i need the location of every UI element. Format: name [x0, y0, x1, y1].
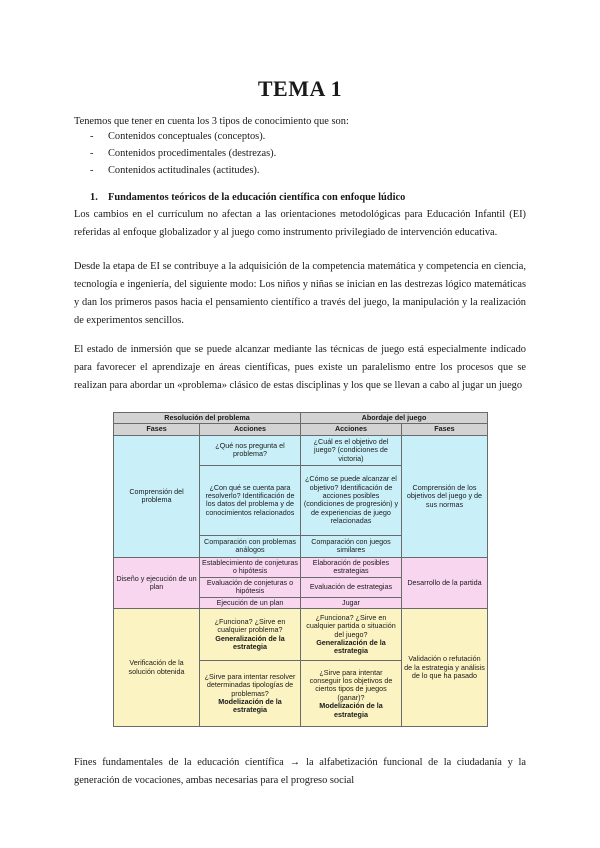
cell-question: ¿Sirve para intentar conseguir los objetivos de ciertos tipos de juegos (ganar)?	[309, 667, 393, 702]
cell-strategy: Generalización de la estrategia	[316, 637, 386, 656]
phase-comprension-objetivos: Comprensión de los objetivos del juego y de sus normas	[401, 435, 487, 557]
phase-comprension-problema: Comprensión del problema	[114, 435, 200, 557]
col-fases-left: Fases	[114, 424, 200, 435]
cell-question: ¿Funciona? ¿Sirve en cualquier problema?	[214, 616, 286, 635]
fines-left: Fines fundamentales de la educación científica	[74, 757, 284, 768]
table-cell: Jugar	[300, 597, 401, 608]
section-heading	[90, 192, 405, 203]
phase-validacion: Validación o refutación de la estrategia y análisis de lo que ha pasado	[401, 609, 487, 727]
cell-strategy: Generalización de la estrategia	[215, 633, 285, 652]
table-cell	[300, 661, 401, 727]
table-cell: Evaluación de estrategias	[300, 577, 401, 597]
paragraph-inmersion: El estado de inmersión que se puede alcanzar mediante las técnicas de juego está especialmente indicado para favorecer el aprendizaje en áreas científicas, pues existe un paralelismo entre los procesos que se realizan para abordar un «problema» clásico de estas disciplinas y los que se llevan a cabo al jugar un juego	[74, 344, 526, 391]
cell-strategy: Modelización de la estrategia	[218, 696, 282, 715]
table-cell: ¿Con qué se cuenta para resolverlo? Identificación de los datos del problema y de conocimientos relacionados	[200, 465, 301, 535]
table-cell: Establecimiento de conjeturas o hipótesis	[200, 557, 301, 577]
list-item: - Contenidos conceptuales (conceptos).	[90, 128, 276, 145]
table-cell: Elaboración de posibles estrategias	[300, 557, 401, 577]
table-cell: Evaluación de conjeturas o hipótesis	[200, 577, 301, 597]
knowledge-types-list	[90, 128, 276, 179]
cell-strategy: Modelización de la estrategia	[319, 701, 383, 719]
table-cell: ¿Cómo se puede alcanzar el objetivo? Identificación de acciones posibles (condiciones de progresión) y de experiencias de juego relacionadas	[300, 465, 401, 535]
table-cell	[200, 661, 301, 727]
list-item: - Contenidos procedimentales (destrezas).	[90, 145, 276, 162]
header-abordaje: Abordaje del juego	[300, 413, 487, 424]
table-cell: ¿Cuál es el objetivo del juego? (condiciones de victoria)	[300, 435, 401, 465]
table-cell: Comparación con problemas análogos	[200, 535, 301, 557]
right-arrow-icon: →	[289, 757, 301, 768]
cell-question: ¿Sirve para intentar resolver determinadas tipologías de problemas?	[204, 671, 296, 698]
phase-diseno-plan: Diseño y ejecución de un plan	[114, 557, 200, 608]
header-resolucion: Resolución del problema	[114, 413, 301, 424]
table-cell: ¿Qué nos pregunta el problema?	[200, 435, 301, 465]
paragraph-curriculum: Los cambios en el currículum no afectan a las orientaciones metodológicas para Educación Infantil (EI) referidas al enfoque globalizador y al juego como instrumento privilegiado de intervención educativa.	[74, 209, 526, 238]
section-heading-text: Fundamentos teóricos de la educación científica con enfoque lúdico	[108, 192, 406, 203]
paragraph-fines	[74, 754, 526, 790]
col-acciones-left: Acciones	[200, 424, 301, 435]
cell-question: ¿Funciona? ¿Sirve en cualquier partida o situación del juego?	[306, 612, 396, 639]
col-fases-right: Fases	[401, 424, 487, 435]
page-title: TEMA 1	[257, 76, 343, 101]
phase-desarrollo-partida: Desarrollo de la partida	[401, 557, 487, 608]
intro-paragraph: Tenemos que tener en cuenta los 3 tipos de conocimiento que son:	[74, 116, 349, 127]
section-number: 1.	[90, 192, 98, 203]
table-cell: Ejecución de un plan	[200, 597, 301, 608]
paragraph-competencia: Desde la etapa de EI se contribuye a la adquisición de la competencia matemática y competencia en ciencia, tecnología e ingeniería, del siguiente modo: Los niños y niñas se inician en las destrezas lógico matemáticas y dan los primeros pasos hacia el pensamiento científico a través del juego, la manipulación y la realización de experimentos sencillos.	[74, 261, 526, 326]
col-acciones-right: Acciones	[300, 424, 401, 435]
table-cell: Comparación con juegos similares	[300, 535, 401, 557]
list-item: - Contenidos actitudinales (actitudes).	[90, 162, 276, 179]
phase-verificacion: Verificación de la solución obtenida	[114, 609, 200, 727]
fines-right: la alfabetización funcional de la ciudadanía y la generación de vocaciones, ambas necesarias para el progreso social	[74, 757, 526, 786]
comparison-table	[113, 412, 488, 727]
table-cell	[300, 609, 401, 661]
table-cell	[200, 609, 301, 661]
